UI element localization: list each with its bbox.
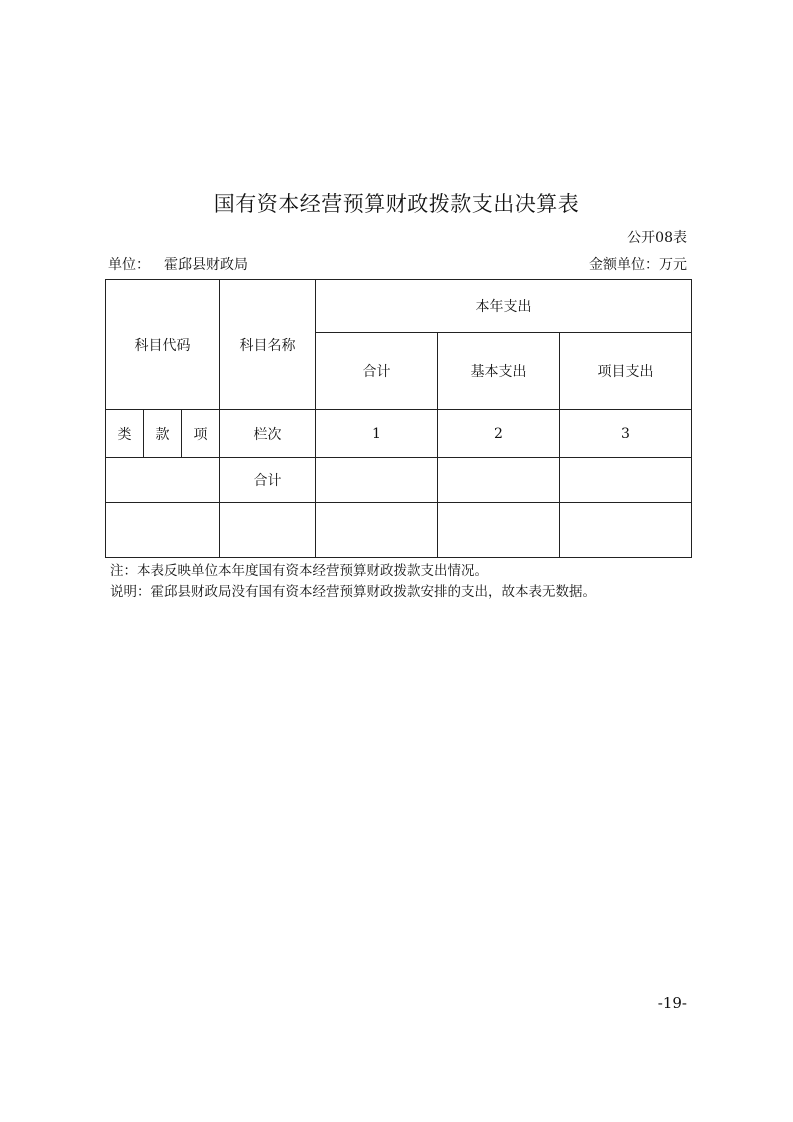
current-year-header: 本年支出	[316, 280, 692, 333]
code-item: 项	[182, 410, 220, 458]
unit-name: 霍邱县财政局	[164, 257, 248, 273]
notes	[110, 561, 596, 603]
column-1: 1	[316, 410, 438, 458]
page-number: -19-	[657, 994, 687, 1012]
total-row-label: 合计	[220, 458, 316, 503]
document-title: 国有资本经营预算财政拨款支出决算表	[213, 192, 580, 216]
subject-name-header: 科目名称	[220, 280, 316, 410]
unit-label: 单位：	[108, 257, 150, 273]
empty-row-col2	[438, 503, 560, 558]
code-section: 款	[144, 410, 182, 458]
amount-unit: 金额单位：万元	[589, 257, 687, 273]
empty-row-col3	[560, 503, 692, 558]
form-number: 公开08表	[627, 230, 687, 246]
note-text: 注：本表反映单位本年度国有资本经营预算财政拨款支出情况。	[110, 563, 488, 579]
subject-code-header: 科目代码	[106, 280, 220, 410]
explanation-text: 说明：霍邱县财政局没有国有资本经营预算财政拨款安排的支出，故本表无数据。	[110, 584, 596, 600]
empty-row-name	[220, 503, 316, 558]
unit-info	[108, 254, 248, 274]
total-row-col3	[560, 458, 692, 503]
total-row	[106, 458, 692, 503]
empty-row-col1	[316, 503, 438, 558]
total-row-col1	[316, 458, 438, 503]
column-3: 3	[560, 410, 692, 458]
basic-header: 基本支出	[438, 333, 560, 410]
total-row-col2	[438, 458, 560, 503]
total-header: 合计	[316, 333, 438, 410]
column-label: 栏次	[220, 410, 316, 458]
empty-row-code	[106, 503, 220, 558]
total-row-code	[106, 458, 220, 503]
expenditure-table	[105, 279, 692, 558]
column-2: 2	[438, 410, 560, 458]
empty-row	[106, 503, 692, 558]
project-header: 项目支出	[560, 333, 692, 410]
code-class: 类	[106, 410, 144, 458]
header-row-1	[106, 280, 692, 333]
column-number-row	[106, 410, 692, 458]
